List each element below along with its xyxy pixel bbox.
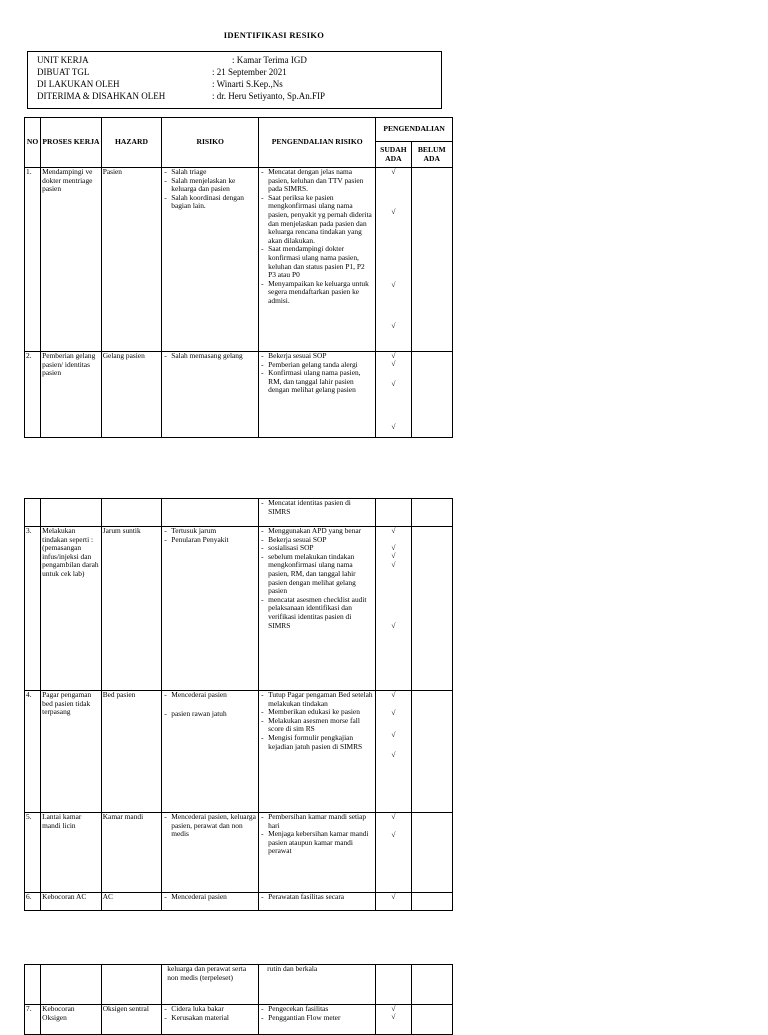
pengendalian-item: - Pemberian gelang tanda alergi xyxy=(260,361,374,370)
check-mark: √ xyxy=(391,207,396,216)
proses-kerja-cell: Kebocoran AC xyxy=(41,893,102,911)
risk-table-page-2 xyxy=(24,498,453,911)
table-row xyxy=(25,893,453,911)
sudah-ada-cell xyxy=(376,499,411,527)
pengendalian-item: - Pembersihan kamar mandi setiap hari xyxy=(260,813,374,830)
info-value: : 21 September 2021 xyxy=(212,67,287,77)
hazard-cell: Oksigen sentral xyxy=(101,1005,162,1035)
table-row xyxy=(25,168,453,352)
hazard-cell: Bed pasien xyxy=(101,691,162,813)
pengendalian-cell xyxy=(259,1005,376,1035)
check-mark: √ xyxy=(391,422,396,431)
risiko-cell xyxy=(162,1005,259,1035)
info-label: DITERIMA & DISAHKAN OLEH xyxy=(37,91,166,101)
hazard-cell: Gelang pasien xyxy=(101,352,162,438)
sudah-ada-cell xyxy=(376,813,411,893)
pengendalian-cell xyxy=(259,352,376,438)
risiko-cell xyxy=(162,893,259,911)
check-mark: √ xyxy=(391,730,396,739)
check-mark: √ xyxy=(391,892,396,901)
risiko-cell xyxy=(162,499,259,527)
check-mark: √ xyxy=(391,359,396,368)
row-number: 4. xyxy=(25,691,41,813)
sudah-ada-cell xyxy=(376,527,411,691)
info-value: : Winarti S.Kep.,Ns xyxy=(212,79,283,89)
check-mark: √ xyxy=(391,351,396,360)
info-value: : Kamar Terima IGD xyxy=(232,55,307,65)
pengendalian-item: - Menyampaikan ke keluarga untuk segera mendaftarkan pasien ke admisi. xyxy=(260,280,374,306)
risiko-cell xyxy=(162,527,259,691)
row-number xyxy=(25,499,41,527)
pengendalian-cell xyxy=(259,168,376,352)
risiko-item: - Salah memasang gelang xyxy=(163,352,257,361)
belum-ada-cell xyxy=(411,1005,452,1035)
proses-kerja-cell: Melakukan tindakan seperti : (pemasangan infus/injeksi dan pengambilan darah untuk cek lab) xyxy=(41,527,102,691)
risiko-cell xyxy=(162,813,259,893)
check-mark: √ xyxy=(391,812,396,821)
pengendalian-cell xyxy=(259,893,376,911)
table-row xyxy=(25,499,453,527)
info-label: DI LAKUKAN OLEH xyxy=(37,79,120,89)
belum-ada-cell xyxy=(411,352,452,438)
row-number: 5. xyxy=(25,813,41,893)
check-mark: √ xyxy=(391,690,396,699)
header-sudah-ada: SUDAH ADA xyxy=(376,142,411,168)
belum-ada-cell xyxy=(411,168,452,352)
row-number: 6. xyxy=(25,893,41,911)
info-label: DIBUAT TGL xyxy=(37,67,90,77)
risiko-item: - Cidera luka bakar xyxy=(163,1005,257,1014)
table-row xyxy=(25,352,453,438)
table-row xyxy=(25,965,453,1005)
risiko-item: - Kerusakan material xyxy=(163,1014,257,1023)
belum-ada-cell xyxy=(411,893,452,911)
proses-kerja-cell: Pagar pengaman bed pasien tidak terpasang xyxy=(41,691,102,813)
pengendalian-item: - Saat periksa ke pasien mengkonfirmasi ulang nama pasien, penyakit yg pernah diderita dan menjelaskan pada pasien dan keluarga rencana tindakan yang akan dilakukan. xyxy=(260,194,374,246)
check-mark: √ xyxy=(391,1004,396,1013)
risk-table-page-3 xyxy=(24,964,453,1035)
pengendalian-cell xyxy=(259,499,376,527)
risk-table-page-1 xyxy=(24,117,453,438)
table-row xyxy=(25,813,453,893)
header-hazard: HAZARD xyxy=(101,118,162,168)
pengendalian-item: - Saat mendampingi dokter konfirmasi ulang nama pasien, keluhan dan status pasien P1, P2 P3 atau P0 xyxy=(260,245,374,279)
proses-kerja-cell: Kebocoran Oksigen xyxy=(41,1005,102,1035)
proses-kerja-cell xyxy=(41,499,102,527)
hazard-cell: Kamar mandi xyxy=(101,813,162,893)
pengendalian-item: - Penggantian Flow meter xyxy=(260,1014,374,1023)
risiko-item: - Mencederai pasien, keluarga pasien, perawat dan non medis xyxy=(163,813,257,839)
check-mark: √ xyxy=(391,551,396,560)
check-mark: √ xyxy=(391,621,396,630)
risiko-cell xyxy=(162,168,259,352)
hazard-cell: AC xyxy=(101,893,162,911)
belum-ada-cell xyxy=(411,965,452,1005)
header-no: NO xyxy=(25,118,41,168)
check-mark: √ xyxy=(391,280,396,289)
pengendalian-item: - Menggunakan APD yang benar xyxy=(260,527,374,536)
check-mark: √ xyxy=(391,526,396,535)
pengendalian-item: - Memberikan edukasi ke pasien xyxy=(260,708,374,717)
hazard-cell xyxy=(101,499,162,527)
sudah-ada-cell xyxy=(376,965,411,1005)
sudah-ada-cell xyxy=(376,168,411,352)
belum-ada-cell xyxy=(411,813,452,893)
table-row xyxy=(25,691,453,813)
row-number: 3. xyxy=(25,527,41,691)
pengendalian-item: - Pengecekan fasilitas xyxy=(260,1005,374,1014)
check-mark: √ xyxy=(391,750,396,759)
proses-kerja-cell xyxy=(41,965,102,1005)
pengendalian-item: - Tutup Pagar pengaman Bed setelah melakukan tindakan xyxy=(260,691,374,708)
belum-ada-cell xyxy=(411,499,452,527)
pengendalian-item: - Bekerja sesuai SOP xyxy=(260,352,374,361)
row-number: 2. xyxy=(25,352,41,438)
risiko-item: - Salah menjelaskan ke keluarga dan pasien xyxy=(163,177,257,194)
check-mark: √ xyxy=(391,543,396,552)
check-mark: √ xyxy=(391,379,396,388)
risiko-item: - Salah koordinasi dengan bagian lain. xyxy=(163,194,257,211)
check-mark: √ xyxy=(391,560,396,569)
risiko-item: - Penularan Penyakit xyxy=(163,536,257,545)
table-row xyxy=(25,1005,453,1035)
header-proses-kerja: PROSES KERJA xyxy=(41,118,102,168)
pengendalian-item: - Menjaga kebersihan kamar mandi pasien ataupun kamar mandi perawat xyxy=(260,830,374,856)
pengendalian-item: - Mencatat identitas pasien di SIMRS xyxy=(260,499,374,516)
sudah-ada-cell xyxy=(376,352,411,438)
sudah-ada-cell xyxy=(376,691,411,813)
pengendalian-item: - Mencatat dengan jelas nama pasien, keluhan dan TTV pasien pada SIMRS. xyxy=(260,168,374,194)
page-title: IDENTIFIKASI RESIKO xyxy=(223,30,325,40)
risiko-cell: keluarga dan perawat serta non medis (terpeleset) xyxy=(162,965,259,1005)
info-value: : dr. Heru Setiyanto, Sp.An.FIP xyxy=(212,91,326,101)
sudah-ada-cell xyxy=(376,1005,411,1035)
row-number: 7. xyxy=(25,1005,41,1035)
pengendalian-item: - Mengisi formulir pengkajian kejadian jatuh pasien di SIMRS xyxy=(260,734,374,751)
pengendalian-item: - mencatat asesmen checklist audit pelaksanaan identifikasi dan verifikasi identitas pasien di SIMRS xyxy=(260,596,374,630)
pengendalian-cell xyxy=(259,527,376,691)
hazard-cell: Jarum suntik xyxy=(101,527,162,691)
document-info-box xyxy=(27,51,442,109)
table-row xyxy=(25,527,453,691)
check-mark: √ xyxy=(391,321,396,330)
pengendalian-item: - Konfirmasi ulang nama pasien, RM, dan tanggal lahir pasien dengan melihat gelang pasien xyxy=(260,369,374,395)
pengendalian-item: - Perawatan fasilitas secara xyxy=(260,893,374,902)
sudah-ada-cell xyxy=(376,893,411,911)
hazard-cell xyxy=(101,965,162,1005)
header-risiko: RISIKO xyxy=(162,118,259,168)
risiko-cell xyxy=(162,691,259,813)
header-pengendalian-risiko: PENGENDALIAN RISIKO xyxy=(259,118,376,168)
risiko-item: - Salah triage xyxy=(163,168,257,177)
check-mark: √ xyxy=(391,708,396,717)
pengendalian-item: - Melakukan asesmen morse fall score di sim RS xyxy=(260,717,374,734)
info-label: UNIT KERJA xyxy=(37,55,89,65)
check-mark: √ xyxy=(391,167,396,176)
pengendalian-item: - sebelum melakukan tindakan mengkonfirmasi ulang nama pasien, RM, dan tanggal lahir pasien dengan melihat gelang pasien xyxy=(260,553,374,596)
risiko-item: - Mencederai pasien xyxy=(163,893,257,902)
belum-ada-cell xyxy=(411,527,452,691)
hazard-cell: Pasien xyxy=(101,168,162,352)
pengendalian-cell: rutin dan berkala xyxy=(259,965,376,1005)
proses-kerja-cell: Mendampingi ve dokter mentriage pasien xyxy=(41,168,102,352)
belum-ada-cell xyxy=(411,691,452,813)
risiko-item: - Mencederai pasien xyxy=(163,691,257,700)
pengendalian-item: - sosialisasi SOP xyxy=(260,544,374,553)
risiko-item: - pasien rawan jatuh xyxy=(163,710,257,719)
pengendalian-item: - Bekerja sesuai SOP xyxy=(260,536,374,545)
risiko-item: - Tertusuk jarum xyxy=(163,527,257,536)
proses-kerja-cell: Lantai kamar mandi licin xyxy=(41,813,102,893)
row-number: 1. xyxy=(25,168,41,352)
pengendalian-cell xyxy=(259,691,376,813)
check-mark: √ xyxy=(391,830,396,839)
row-number xyxy=(25,965,41,1005)
header-belum-ada: BELUM ADA xyxy=(411,142,452,168)
risiko-cell xyxy=(162,352,259,438)
pengendalian-cell xyxy=(259,813,376,893)
proses-kerja-cell: Pemberian gelang pasien/ identitas pasien xyxy=(41,352,102,438)
check-mark: √ xyxy=(391,1012,396,1021)
header-pengendalian-group: PENGENDALIAN xyxy=(376,118,453,142)
